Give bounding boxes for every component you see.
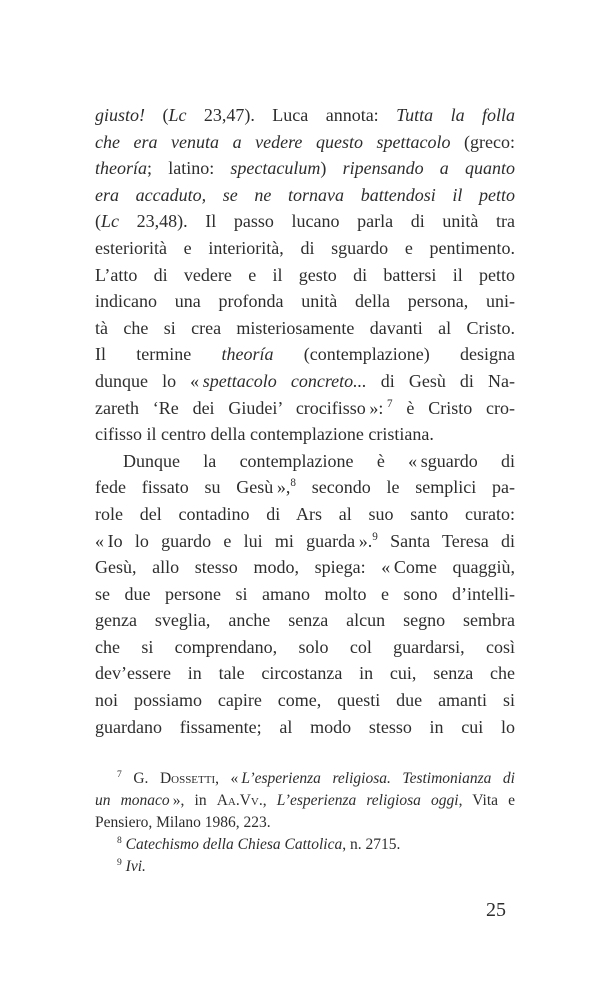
text-segment: Dossetti (159, 770, 216, 787)
text-segment: Lc (101, 211, 119, 232)
body-text-line (95, 501, 515, 528)
body-text-line (95, 581, 515, 608)
body-text-line (95, 262, 515, 289)
text-segment: zareth ‘Re dei Giudei’ crocifisso »: (95, 397, 388, 418)
text-segment: ripensando a quanto (342, 158, 515, 179)
text-segment: secondo le semplici pa- (295, 477, 515, 498)
body-text-line (95, 634, 515, 661)
body-text-line (95, 660, 515, 687)
body-text-line (95, 288, 515, 315)
body-text-line (95, 395, 515, 422)
text-segment: genza sveglia, anche senza alcun segno sembra (95, 610, 515, 631)
body-text-line (95, 687, 515, 714)
text-segment: Ivi. (125, 858, 146, 875)
body-text-block (95, 102, 515, 740)
text-segment: che era venuta a vedere questo spettacolo (95, 131, 451, 152)
body-text-line (95, 554, 515, 581)
footnote-line (95, 812, 515, 834)
text-segment: guardano fissamente; al modo stesso in cui lo (95, 716, 515, 737)
text-segment: era accaduto, se ne tornava battendosi il petto (95, 184, 515, 205)
text-segment: è Cristo cro- (392, 397, 515, 418)
text-segment: 23,48). Il passo lucano parla di unità tra (119, 211, 515, 232)
footnote-marker: 9 (372, 530, 378, 543)
footnote-line (95, 768, 515, 790)
text-segment: spectaculum (230, 158, 321, 179)
footnotes-block (95, 768, 515, 878)
body-text-line (95, 182, 515, 209)
text-segment: cifisso il centro della contemplazione cristiana. (95, 424, 434, 445)
body-text-line (95, 448, 515, 475)
text-segment: (contemplazione) designa (273, 344, 515, 365)
body-text-line (95, 528, 515, 555)
text-segment: role del contadino di Ars al suo santo curato: (95, 503, 515, 524)
text-segment: L’esperienza religiosa oggi (276, 792, 459, 809)
text-segment: Il termine (95, 344, 222, 365)
text-segment: tà che si crea misteriosamente davanti al Cristo. (95, 317, 515, 338)
text-segment: Aa.Vv. (216, 792, 263, 809)
text-segment: « Io lo guardo e lui mi guarda ». (95, 530, 373, 551)
text-segment: Pensiero, Milano 1986, 223. (95, 814, 271, 831)
text-segment: ( (95, 211, 101, 232)
text-segment: Tutta la folla (396, 105, 516, 125)
text-segment: , (262, 792, 277, 809)
body-text-line (95, 315, 515, 342)
body-text-line (95, 155, 515, 182)
text-segment: G. (121, 770, 160, 787)
body-text-line (95, 421, 515, 448)
body-text-line (95, 474, 515, 501)
text-segment: un monaco (95, 792, 170, 809)
body-text-line (95, 607, 515, 634)
text-segment: ( (145, 105, 169, 125)
text-segment: indicano una profonda unità della persona, uni- (95, 291, 515, 312)
footnote-marker: 7 (117, 768, 122, 780)
text-segment: », in (169, 792, 217, 809)
footnote-marker: 8 (117, 834, 122, 846)
text-segment: dunque lo « (95, 370, 203, 391)
text-segment: theoría (95, 158, 147, 179)
text-segment: (greco: (450, 131, 515, 152)
text-segment: , Vita e (458, 792, 516, 809)
text-segment: che si comprendano, solo col guardarsi, così (95, 636, 515, 657)
text-segment: L’atto di vedere e il gesto di battersi il petto (95, 264, 515, 285)
text-segment: dev’essere in tale circostanza in cui, senza che (95, 663, 515, 684)
text-segment: Gesù, allo stesso modo, spiega: « Come quaggiù, (95, 557, 515, 578)
text-segment: ) (320, 158, 343, 179)
footnote-line (95, 834, 515, 856)
text-segment: 23,47). Luca annota: (186, 105, 397, 125)
text-segment: Lc (168, 105, 187, 125)
text-segment: ; latino: (147, 158, 231, 179)
text-segment: di Gesù di Na- (366, 370, 516, 391)
text-segment: , n. 2715. (342, 836, 401, 853)
footnote-marker: 9 (117, 856, 122, 868)
text-segment: Santa Teresa di (377, 530, 515, 551)
body-text-line (95, 341, 515, 368)
footnote-line (95, 856, 515, 878)
footnote-marker: 7 (387, 397, 393, 410)
body-text-line (95, 129, 515, 156)
page-number: 25 (486, 899, 506, 921)
text-segment: fede fissato su Gesù », (95, 477, 291, 498)
text-segment: noi possiamo capire come, questi due amanti si (95, 690, 515, 711)
text-segment: , « (215, 770, 242, 787)
text-segment: spettacolo concreto... (202, 370, 367, 391)
text-segment: Catechismo della Chiesa Cattolica (125, 836, 343, 853)
text-segment: Dunque la contemplazione è « sguardo di (123, 450, 515, 471)
text-segment: L’esperienza religiosa. Testimonianza di (241, 770, 515, 787)
footnote-marker: 8 (290, 477, 296, 490)
body-text-line (95, 102, 515, 129)
body-text-line (95, 368, 515, 395)
text-segment: esteriorità e interiorità, di sguardo e pentimento. (95, 237, 515, 258)
body-text-line (95, 235, 515, 262)
body-text-line (95, 208, 515, 235)
footnote-line (95, 790, 515, 812)
text-segment: giusto! (95, 105, 146, 125)
body-text-line (95, 714, 515, 741)
text-segment: se due persone si amano molto e sono d’intelli- (95, 583, 515, 604)
text-segment: theoría (221, 344, 274, 365)
